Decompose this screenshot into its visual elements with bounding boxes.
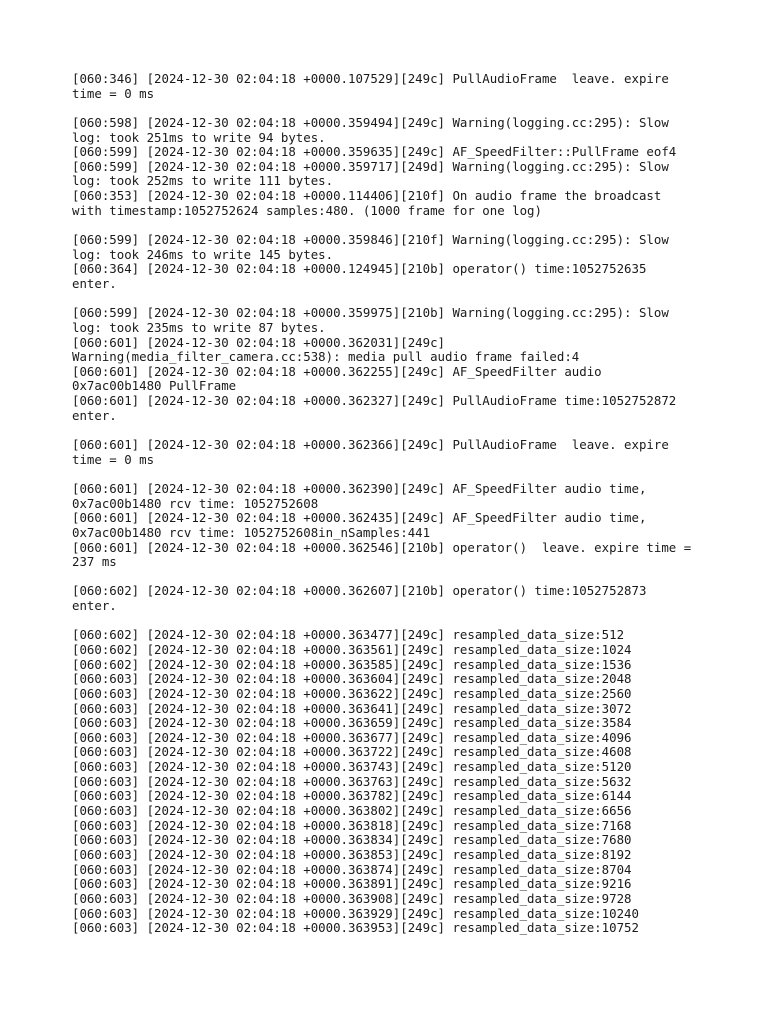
log-line: [060:603] [2024-12-30 02:04:18 +0000.363677][249c] resampled_data_size:4096 — [72, 729, 632, 745]
log-line: [060:598] [2024-12-30 02:04:18 +0000.359494][249c] Warning(logging.cc:295): Slow — [72, 114, 669, 130]
log-line: [060:601] [2024-12-30 02:04:18 +0000.362031][249c] — [72, 334, 445, 350]
log-line: [060:603] [2024-12-30 02:04:18 +0000.363782][249c] resampled_data_size:6144 — [72, 788, 632, 804]
blank-line — [72, 101, 712, 116]
log-line: log: took 246ms to write 145 bytes. — [72, 246, 334, 262]
log-line: log: took 251ms to write 94 bytes. — [72, 129, 326, 145]
log-line: 0x7ac00b1480 PullFrame — [72, 378, 237, 394]
log-line: [060:601] [2024-12-30 02:04:18 +0000.362435][249c] AF_SpeedFilter audio time, — [72, 510, 647, 526]
log-line: [060:353] [2024-12-30 02:04:18 +0000.114406][210f] On audio frame the broadcast — [72, 188, 662, 204]
log-line: 0x7ac00b1480 rcv time: 1052752608in_nSamples:441 — [72, 524, 431, 540]
log-line: enter. — [72, 598, 117, 614]
log-line: time = 0 ms — [72, 451, 155, 467]
log-line: [060:603] [2024-12-30 02:04:18 +0000.363874][249c] resampled_data_size:8704 — [72, 861, 632, 877]
blank-line — [72, 614, 712, 629]
log-line: [060:603] [2024-12-30 02:04:18 +0000.363722][249c] resampled_data_size:4608 — [72, 744, 632, 760]
log-line: [060:603] [2024-12-30 02:04:18 +0000.363908][249c] resampled_data_size:9728 — [72, 890, 632, 906]
log-line: log: took 252ms to write 111 bytes. — [72, 173, 334, 189]
blank-line — [72, 570, 712, 585]
log-line: [060:603] [2024-12-30 02:04:18 +0000.363929][249c] resampled_data_size:10240 — [72, 905, 639, 921]
log-line: [060:601] [2024-12-30 02:04:18 +0000.362366][249c] PullAudioFrame leave. expire — [72, 437, 669, 453]
log-line: Warning(media_filter_camera.cc:538): media pull audio frame failed:4 — [72, 349, 580, 365]
log-line: [060:603] [2024-12-30 02:04:18 +0000.363763][249c] resampled_data_size:5632 — [72, 773, 632, 789]
log-line: [060:599] [2024-12-30 02:04:18 +0000.359717][249d] Warning(logging.cc:295): Slow — [72, 158, 669, 174]
log-line: time = 0 ms — [72, 85, 155, 101]
log-line: [060:603] [2024-12-30 02:04:18 +0000.363641][249c] resampled_data_size:3072 — [72, 700, 632, 716]
log-line: [060:601] [2024-12-30 02:04:18 +0000.362255][249c] AF_SpeedFilter audio — [72, 363, 602, 379]
log-text-block — [72, 72, 712, 936]
log-line: [060:602] [2024-12-30 02:04:18 +0000.362607][210b] operator() time:1052752873 — [72, 583, 647, 599]
blank-line — [72, 218, 712, 233]
blank-line — [72, 423, 712, 438]
log-line: [060:603] [2024-12-30 02:04:18 +0000.363834][249c] resampled_data_size:7680 — [72, 832, 632, 848]
log-line: [060:599] [2024-12-30 02:04:18 +0000.359846][210f] Warning(logging.cc:295): Slow — [72, 232, 669, 248]
log-line: 237 ms — [72, 554, 117, 570]
blank-line — [72, 292, 712, 307]
log-line: [060:603] [2024-12-30 02:04:18 +0000.363853][249c] resampled_data_size:8192 — [72, 846, 632, 862]
log-line: [060:603] [2024-12-30 02:04:18 +0000.363891][249c] resampled_data_size:9216 — [72, 876, 632, 892]
log-line: [060:603] [2024-12-30 02:04:18 +0000.363622][249c] resampled_data_size:2560 — [72, 685, 632, 701]
log-line: [060:603] [2024-12-30 02:04:18 +0000.363818][249c] resampled_data_size:7168 — [72, 817, 632, 833]
log-line: [060:603] [2024-12-30 02:04:18 +0000.363659][249c] resampled_data_size:3584 — [72, 715, 632, 731]
log-line: 0x7ac00b1480 rcv time: 1052752608 — [72, 495, 319, 511]
blank-line — [72, 467, 712, 482]
log-line: [060:602] [2024-12-30 02:04:18 +0000.363561][249c] resampled_data_size:1024 — [72, 641, 632, 657]
log-line: enter. — [72, 275, 117, 291]
log-line: [060:364] [2024-12-30 02:04:18 +0000.124945][210b] operator() time:1052752635 — [72, 261, 647, 277]
log-line: [060:601] [2024-12-30 02:04:18 +0000.362546][210b] operator() leave. expire time = — [72, 539, 692, 555]
log-line: [060:346] [2024-12-30 02:04:18 +0000.107529][249c] PullAudioFrame leave. expire — [72, 71, 669, 86]
log-line: [060:603] [2024-12-30 02:04:18 +0000.363743][249c] resampled_data_size:5120 — [72, 759, 632, 775]
log-line: [060:603] [2024-12-30 02:04:18 +0000.363953][249c] resampled_data_size:10752 — [72, 920, 639, 936]
log-line: [060:599] [2024-12-30 02:04:18 +0000.359635][249c] AF_SpeedFilter::PullFrame eof4 — [72, 144, 677, 160]
log-line: [060:603] [2024-12-30 02:04:18 +0000.363802][249c] resampled_data_size:6656 — [72, 803, 632, 819]
log-line: [060:603] [2024-12-30 02:04:18 +0000.363604][249c] resampled_data_size:2048 — [72, 671, 632, 687]
log-line: log: took 235ms to write 87 bytes. — [72, 319, 326, 335]
log-line: [060:601] [2024-12-30 02:04:18 +0000.362327][249c] PullAudioFrame time:1052752872 — [72, 393, 677, 409]
log-line: [060:602] [2024-12-30 02:04:18 +0000.363585][249c] resampled_data_size:1536 — [72, 656, 632, 672]
log-line: [060:602] [2024-12-30 02:04:18 +0000.363477][249c] resampled_data_size:512 — [72, 627, 625, 643]
log-line: [060:599] [2024-12-30 02:04:18 +0000.359975][210b] Warning(logging.cc:295): Slow — [72, 305, 669, 321]
log-line: with timestamp:1052752624 samples:480. (1000 frame for one log) — [72, 202, 542, 218]
log-line: enter. — [72, 407, 117, 423]
log-line: [060:601] [2024-12-30 02:04:18 +0000.362390][249c] AF_SpeedFilter audio time, — [72, 480, 647, 496]
